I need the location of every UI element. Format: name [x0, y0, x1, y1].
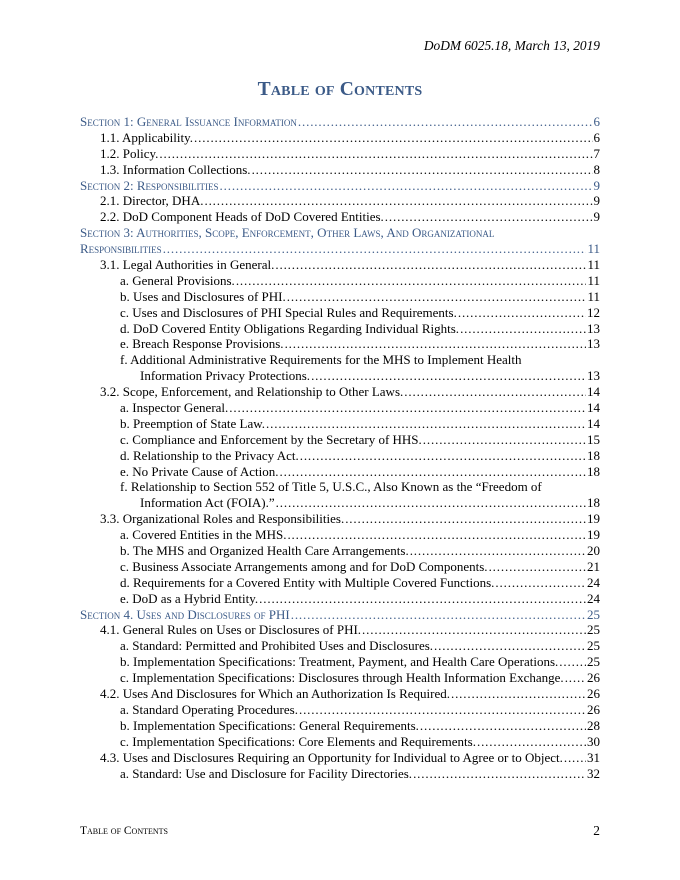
toc-page-number: 21 — [587, 558, 600, 574]
dot-leader — [345, 511, 586, 527]
toc-entry[interactable] — [80, 734, 600, 750]
toc-page-number: 9 — [593, 209, 600, 225]
toc-entry-title: c. Business Associate Arrangements among and for DoD Components. — [120, 558, 488, 574]
page-title: Table of Contents — [257, 79, 423, 100]
toc-entry[interactable] — [80, 638, 600, 654]
dot-leader — [460, 321, 586, 337]
toc-entry[interactable] — [80, 289, 600, 305]
dot-leader — [420, 718, 586, 734]
toc-page-number: 30 — [587, 733, 600, 749]
toc-entry-title: c. Implementation Specifications: Disclosures through Health Information Exchange. — [120, 670, 564, 686]
toc-page-number: 18 — [587, 463, 600, 479]
toc-page-number: 9 — [593, 193, 600, 209]
toc-entry-title: d. DoD Covered Entity Obligations Regarding Individual Rights. — [120, 320, 460, 336]
toc-entry[interactable] — [80, 352, 600, 384]
dot-leader — [266, 416, 586, 432]
dot-leader — [275, 257, 586, 273]
dot-leader — [413, 766, 586, 782]
dot-leader — [564, 750, 586, 766]
toc-entry-title: d. Relationship to the Privacy Act. — [120, 447, 299, 463]
page-number: 2 — [593, 823, 600, 838]
toc-entry[interactable] — [80, 193, 600, 209]
toc-entry-title: a. Inspector General. — [120, 400, 229, 416]
dot-leader — [300, 448, 586, 464]
dot-leader — [204, 193, 592, 209]
toc-entry-title: Section 1: General Issuance Information — [80, 113, 297, 129]
toc-page-number: 14 — [587, 400, 600, 416]
toc-entry[interactable] — [80, 464, 600, 480]
toc-entry[interactable] — [80, 654, 600, 670]
dot-leader — [489, 559, 586, 575]
dot-leader — [385, 209, 593, 225]
toc-entry-title: b. Uses and Disclosures of PHI. — [120, 288, 286, 304]
toc-entry[interactable] — [80, 400, 600, 416]
dot-leader — [458, 305, 586, 321]
toc-entry-title: Section 4. Uses and Disclosures of PHI — [80, 606, 290, 622]
toc-entry-title-line: f. Relationship to Section 552 of Title 5, U.S.C., Also Known as the “Freedom of — [120, 479, 542, 495]
toc-page-number: 32 — [587, 765, 600, 781]
dot-leader — [159, 146, 592, 162]
toc-page-number: 25 — [587, 654, 600, 670]
toc-page-number: 11 — [587, 241, 600, 257]
toc-entry[interactable] — [80, 479, 600, 511]
toc-page-number: 11 — [587, 257, 600, 272]
dot-leader — [287, 527, 586, 543]
toc-page-number: 13 — [587, 320, 600, 336]
dot-leader — [559, 654, 586, 670]
toc-entry-title-line: f. Additional Administrative Requirements for the MHS to Implement Health — [120, 352, 522, 368]
toc-entry[interactable] — [80, 718, 600, 734]
toc-page-number: 19 — [587, 511, 600, 527]
toc-entry-title: 3.3. Organizational Roles and Responsibilities. — [100, 511, 345, 527]
toc-page-number: 6 — [593, 113, 600, 129]
toc-entry-title: a. General Provisions. — [120, 272, 235, 288]
toc-entry-title: b. The MHS and Organized Health Care Arrangements. — [120, 543, 409, 559]
dot-leader — [276, 495, 586, 511]
toc-entry[interactable] — [80, 766, 600, 782]
toc-page-number: 6 — [593, 129, 600, 145]
dot-leader — [451, 686, 586, 702]
toc-entry[interactable] — [80, 257, 600, 273]
dot-leader — [423, 432, 586, 448]
toc-entry[interactable] — [80, 162, 600, 178]
toc-section-entry[interactable] — [80, 178, 600, 194]
toc-page-number: 18 — [587, 447, 600, 463]
dot-leader — [495, 575, 586, 591]
toc-entry-title: e. DoD as a Hybrid Entity. — [120, 590, 259, 606]
toc-entry-title: a. Standard: Use and Disclosure for Facility Directories. — [120, 765, 413, 781]
toc-entry-title: b. Implementation Specifications: Treatment, Payment, and Health Care Operations. — [120, 654, 559, 670]
toc-page-number: 13 — [587, 368, 600, 384]
toc-page-number: 13 — [587, 336, 600, 352]
dot-leader — [229, 400, 586, 416]
toc-page-number: 25 — [587, 638, 600, 654]
toc-page-number: 11 — [587, 288, 600, 304]
toc-entry[interactable] — [80, 336, 600, 352]
document-header: DoDM 6025.18, March 13, 2019 — [423, 38, 600, 53]
toc-entry-title: 3.2. Scope, Enforcement, and Relationship to Other Laws. — [100, 384, 404, 400]
toc-entry[interactable] — [80, 384, 600, 400]
toc-entry-title: e. Breach Response Provisions. — [120, 336, 284, 352]
toc-entry-title: 2.2. DoD Component Heads of DoD Covered Entities. — [100, 209, 384, 225]
toc-entry-title: 3.1. Legal Authorities in General. — [100, 257, 275, 272]
toc-entry[interactable] — [80, 305, 600, 321]
toc-entry[interactable] — [80, 591, 600, 607]
toc-entry[interactable] — [80, 750, 600, 766]
toc-section-entry[interactable] — [80, 114, 600, 130]
toc-entry[interactable] — [80, 146, 600, 162]
toc-page-number: 31 — [587, 749, 600, 765]
dot-leader — [298, 114, 593, 130]
dot-leader — [311, 368, 586, 384]
toc-entry-title: c. Uses and Disclosures of PHI Special Rules and Requirements. — [120, 304, 457, 320]
toc-entry-title: b. Preemption of State Law. — [120, 415, 266, 431]
dot-leader — [236, 273, 587, 289]
dot-leader — [404, 384, 586, 400]
toc-entry-title: b. Implementation Specifications: General Requirements. — [120, 717, 419, 733]
toc-page-number: 20 — [587, 543, 600, 559]
toc-entry[interactable] — [80, 416, 600, 432]
toc-entry[interactable] — [80, 209, 600, 225]
dot-leader — [477, 734, 586, 750]
toc-entry-title: 1.2. Policy. — [100, 145, 159, 161]
toc-entry[interactable] — [80, 702, 600, 718]
toc-page-number: 18 — [587, 495, 600, 511]
toc-entry-title: a. Covered Entities in the MHS. — [120, 527, 287, 543]
table-of-contents — [80, 114, 600, 781]
toc-entry[interactable] — [80, 130, 600, 146]
toc-entry-title-line: Section 3: Authorities, Scope, Enforcement, Other Laws, And Organizational — [80, 225, 495, 241]
toc-page-number: 19 — [587, 527, 600, 543]
dot-leader — [410, 543, 586, 559]
toc-entry[interactable] — [80, 511, 600, 527]
dot-leader — [280, 464, 587, 480]
dot-leader — [434, 638, 586, 654]
dot-leader — [252, 162, 593, 178]
toc-entry-title: 1.1. Applicability. — [100, 129, 194, 145]
toc-page-number: 26 — [587, 670, 600, 686]
dot-leader — [285, 336, 586, 352]
toc-entry[interactable] — [80, 527, 600, 543]
toc-entry-title: e. No Private Cause of Action. — [120, 463, 279, 479]
toc-entry-title: Information Act (FOIA).” — [140, 495, 275, 511]
toc-entry-title: Section 2: Responsibilities — [80, 177, 219, 193]
toc-page-number: 25 — [587, 606, 600, 622]
toc-section-entry[interactable] — [80, 607, 600, 623]
dot-leader — [220, 178, 593, 194]
toc-entry[interactable] — [80, 273, 600, 289]
toc-entry[interactable] — [80, 432, 600, 448]
toc-entry-title: a. Standard: Permitted and Prohibited Uses and Disclosures. — [120, 638, 434, 654]
toc-page-number: 14 — [587, 384, 600, 400]
toc-entry-title: 1.3. Information Collections. — [100, 161, 251, 177]
dot-leader — [565, 670, 586, 686]
toc-entry[interactable] — [80, 321, 600, 337]
toc-entry[interactable] — [80, 686, 600, 702]
dot-leader — [194, 130, 592, 146]
toc-entry[interactable] — [80, 623, 600, 639]
toc-entry-title: 4.1. General Rules on Uses or Disclosures of PHI. — [100, 622, 362, 638]
toc-entry-title: Responsibilities — [80, 241, 162, 257]
toc-page-number: 12 — [587, 304, 600, 320]
toc-entry-title: c. Implementation Specifications: Core Elements and Requirements. — [120, 733, 476, 749]
toc-page-number: 25 — [587, 622, 600, 638]
toc-page-number: 9 — [593, 177, 600, 193]
toc-entry[interactable] — [80, 670, 600, 686]
toc-entry[interactable] — [80, 448, 600, 464]
dot-leader — [259, 591, 586, 607]
toc-entry[interactable] — [80, 559, 600, 575]
dot-leader — [163, 241, 587, 257]
toc-entry-title: d. Requirements for a Covered Entity with Multiple Covered Functions. — [120, 574, 495, 590]
toc-page-number: 11 — [587, 272, 600, 288]
toc-page-number: 26 — [587, 686, 600, 702]
toc-page-number: 24 — [587, 574, 600, 590]
toc-entry-title: 4.2. Uses And Disclosures for Which an Authorization Is Required. — [100, 686, 450, 702]
toc-page-number: 15 — [587, 431, 600, 447]
toc-page-number: 8 — [593, 161, 600, 177]
toc-entry[interactable] — [80, 543, 600, 559]
footer-label: Table of Contents — [80, 825, 168, 837]
toc-entry-title: 2.1. Director, DHA. — [100, 193, 204, 209]
toc-entry-title: a. Standard Operating Procedures. — [120, 701, 298, 717]
dot-leader — [291, 607, 586, 623]
toc-page-number: 26 — [587, 701, 600, 717]
toc-entry[interactable] — [80, 575, 600, 591]
toc-entry-title: c. Compliance and Enforcement by the Secretary of HHS. — [120, 431, 422, 447]
toc-page-number: 28 — [587, 717, 600, 733]
toc-section-entry[interactable] — [80, 225, 600, 257]
toc-page-number: 14 — [587, 415, 600, 431]
toc-page-number: 7 — [593, 145, 600, 161]
toc-page-number: 24 — [587, 590, 600, 606]
dot-leader — [287, 289, 587, 305]
toc-entry-title: Information Privacy Protections. — [140, 368, 311, 384]
dot-leader — [299, 702, 586, 718]
toc-entry-title: 4.3. Uses and Disclosures Requiring an Opportunity for Individual to Agree or to Object. — [100, 749, 563, 765]
dot-leader — [362, 622, 586, 638]
